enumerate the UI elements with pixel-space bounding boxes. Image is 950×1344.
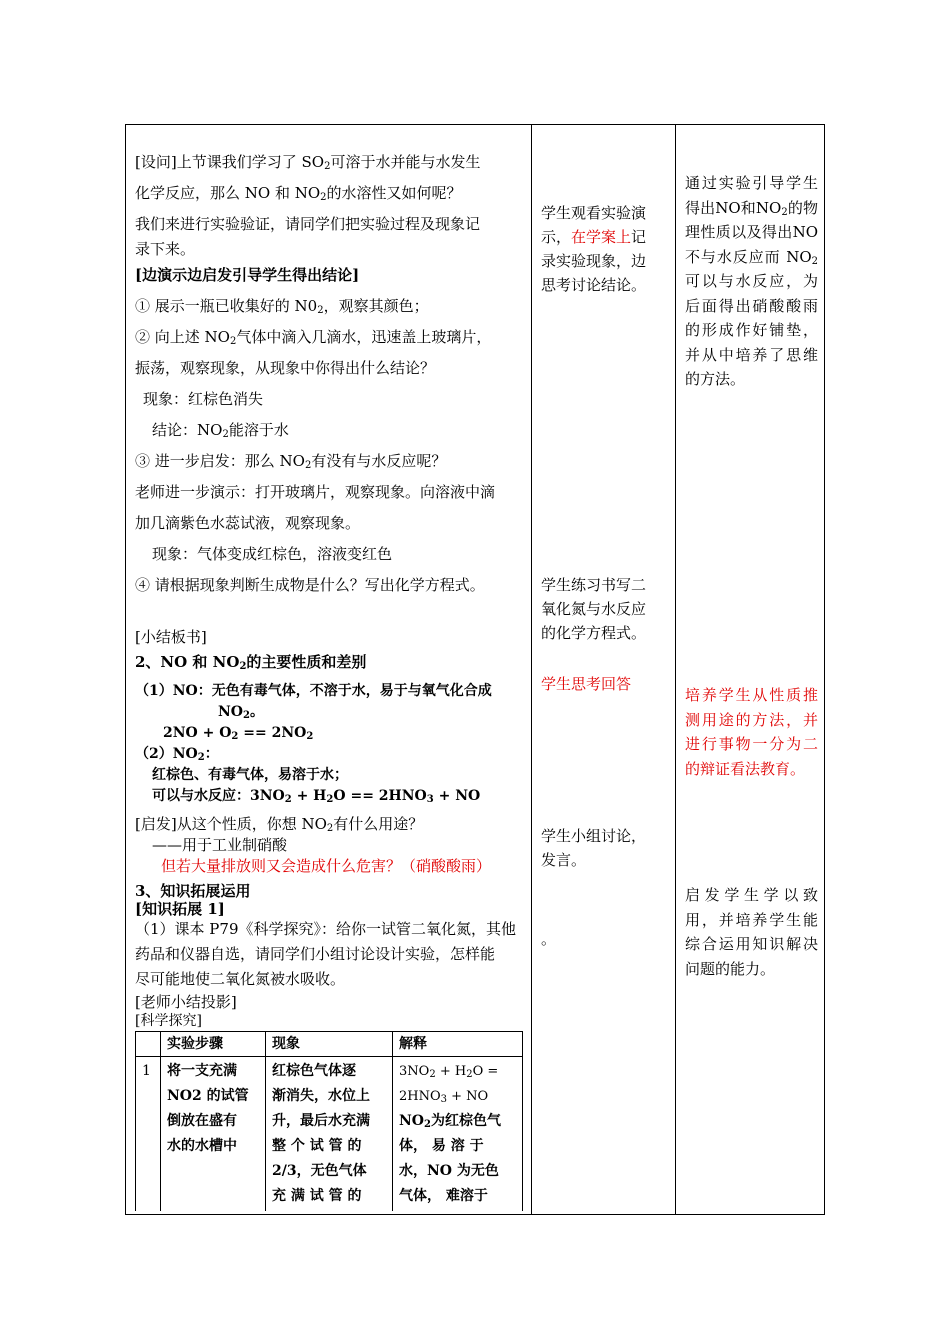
verify-block: 我们来进行实验验证，请同学们把实验过程及现象记 录下来。 — [135, 215, 481, 258]
th-num — [136, 1032, 161, 1057]
lesson-table — [125, 124, 825, 1215]
design-intent-3: 启发学生学以致用，并培养学生能综合运用知识解决问题的能力。 — [685, 886, 818, 978]
demo-block: [边演示边启发引导学生得出结论] ① 展示一瓶已收集好的 $N0_2$，观察其颜色； ② 向上述 $NO_2$气体中滴入几滴水，迅速盖上玻璃片， 振荡，观察现象，从现象中你得出什么结论？ 现象：红棕色消失 结论：$NO_2$能溶于水 ③ 进一步启发：那么 $NO_2$有没有与水反应呢？ 老师进一步演示：打开玻璃片，观察现象。向溶液中滴 加几滴紫色水蕊试液，观察现象。 现象：气体变成红棕色，溶液变红色 ④ 请根据现象判断生成物是什么？写出化学方程式。 — [135, 266, 496, 594]
properties-block: （1）NO：无色有毒气体，不溶于水，易于与氧气化合成 $NO_2$。 $2NO + O_2 == 2NO_2$ $(2)NO_2$： 红棕色、有毒气体，易溶于水； 可以与水反应：$3NO_2 + H_2O == 2HNO_3$ + NO — [135, 683, 492, 805]
column-divider-2 — [675, 125, 676, 1214]
experiment-table — [135, 1031, 523, 1211]
row-num: 1 — [136, 1057, 161, 1212]
hint-block: [启发]从这个性质，你想 $NO_2$有什么用途？ ——用于工业制硝酸 但若大量排放则又会造成什么危害？（硝酸酸雨） — [135, 815, 492, 875]
th-step: 实验步骤 — [161, 1032, 266, 1057]
th-explanation: 解释 — [393, 1032, 523, 1057]
th-phenomenon: 现象 — [266, 1032, 393, 1057]
student-activity-4: 学生小组讨论， 发言。 — [541, 827, 647, 869]
question-block: [设问]上节课我们学习了 $SO_2$可溶于水并能与水发生 化学反应，那么 NO 和 $NO_2$的水溶性又如何呢？ — [135, 153, 481, 203]
student-activity-3: 学生思考回答 — [541, 675, 632, 693]
extension-block: （1）课本 P79《科学探究》：给你一试管二氧化氮，其他 药品和仪器自选，请同学们小组讨论设计实验，怎样能 尽可能地使二氧化氮被水吸收。 — [135, 920, 516, 988]
design-intent-2: 培养学生从性质推测用途的方法，并进行事物一分为二的辩证看法教育。 — [685, 686, 818, 778]
row-explanation: $3NO_2 + H_2O$ = $2HNO_3$ + NO $NO_2$为红棕色气 体， 易 溶 于 水，NO 为无色 气体， 难溶于 — [393, 1057, 523, 1212]
row-step: 将一支充满 NO2 的试管 倒放在盛有 水的水槽中 — [161, 1057, 266, 1212]
student-activity-1: 学生观看实验演 示，在学案上记 录实验现象，边 思考讨论结论。 — [541, 204, 647, 294]
column-divider-1 — [531, 125, 532, 1214]
summary-block: [小结板书] 2、NO 和 $NO_2$的主要性质和差别 — [135, 628, 367, 672]
extension-heading: 3、知识拓展运用 [知识拓展 1] — [135, 882, 251, 918]
student-activity-5: 。 — [541, 930, 557, 948]
table-row — [136, 1057, 523, 1212]
design-intent-1: 通过实验引导学生得出NO和$NO_2$的物理性质以及得出NO不与水反应而 $NO_2$可以与水反应，为后面得出硝酸酸雨的形成作好铺垫，并从中培养了思维的方法。 — [685, 174, 818, 388]
student-activity-2: 学生练习书写二 氧化氮与水反应 的化学方程式。 — [541, 576, 647, 642]
row-phenomenon: 红棕色气体逐 渐消失，水位上 升，最后水充满 整 个 试 管 的 2/3，无色气体 充 满 试 管 的 — [266, 1057, 393, 1212]
projection-block: [老师小结投影] [科学探究] — [135, 993, 237, 1029]
